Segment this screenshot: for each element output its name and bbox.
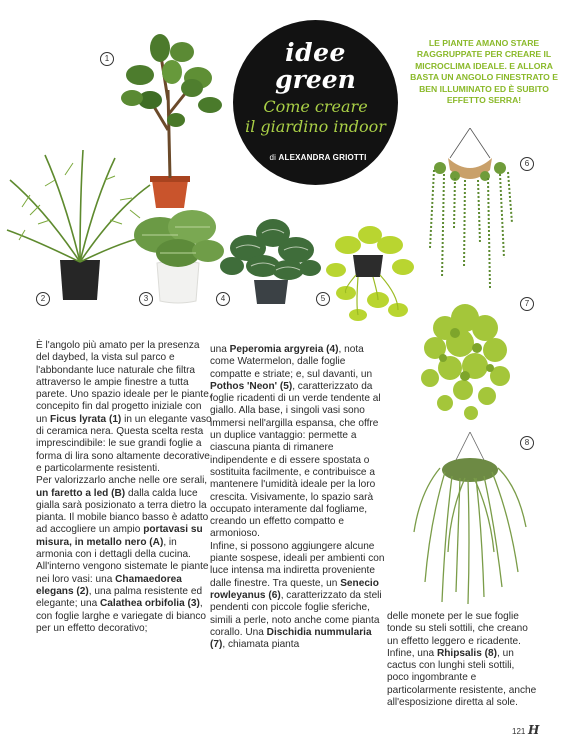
text-run: delle monete per le sue foglie tonde su steli sottili, che creano un effetto leggero e ricadente. Infine, una — [387, 611, 528, 659]
plant-name: Pothos 'Neon' (5) — [210, 380, 293, 392]
plant-name: Calathea orbifolia (3) — [99, 598, 200, 610]
magazine-logo: H — [528, 723, 540, 737]
title-line-2: green — [275, 65, 356, 94]
title-line-1: idee — [285, 38, 346, 67]
byline-prefix: di — [269, 153, 277, 162]
text-run: , una palma resistente ed elegante; una — [36, 585, 203, 610]
peperomia-argyreia-image — [218, 208, 323, 308]
byline — [248, 153, 388, 162]
text-run: , nota come Watermelon, dalle foglie compatte e striate; e, sul davanti, un — [210, 344, 373, 380]
calathea-orbifolia-image — [130, 205, 225, 305]
plant-name: Peperomia argyreia (4) — [229, 344, 339, 355]
senecio-rowleyanus-image — [420, 128, 520, 298]
text-run: , chiamata pianta — [222, 639, 300, 651]
byline-author: ALEXANDRA GRIOTTI — [278, 153, 367, 162]
badge-3: 3 — [139, 292, 153, 306]
badge-4: 4 — [216, 292, 230, 306]
plant-name: Dischidia nummularia (7) — [210, 626, 372, 651]
badge-1: 1 — [100, 52, 114, 66]
plant-name: Ficus lyrata (1) — [50, 413, 122, 425]
callout-text: LE PIANTE AMANO STARE RAGGRUPPATE PER CREARE IL MICROCLIMA IDEALE. E ALLORA BASTA UN ANGOLO FINESTRATO E BEN ILLUMINATO ED È SUBITO EFFETTO SERRA! — [410, 38, 558, 106]
text-run: Infine, si possono aggiungere alcune piante sospese, ideali per ambienti con luce intensa ma indiretta proveniente dalle finestre. Tra queste, un — [210, 540, 385, 589]
text-run: , caratterizzato da steli pendenti con piccole foglie sferiche, simili a perle, noto anche come pianta corallo. Una — [210, 589, 382, 638]
badge-7: 7 — [520, 297, 534, 311]
article-column-1 — [36, 340, 214, 635]
paragraph — [210, 541, 385, 652]
rhipsalis-image — [410, 432, 530, 607]
dischidia-nummularia-image — [405, 298, 530, 428]
fixture-name: un faretto a led (B) — [36, 487, 126, 499]
fixture-name: portavasi su misura, in metallo nero (A) — [36, 524, 203, 548]
title-line-4: il giardino indoor — [245, 117, 386, 136]
paragraph — [36, 340, 214, 475]
badge-2: 2 — [36, 292, 50, 306]
page-number: 121 — [512, 727, 526, 736]
title-line-3: Come creare — [263, 97, 368, 116]
badge-5: 5 — [316, 292, 330, 306]
text-run: , un cactus con lunghi steli sottili, poco ingombrante e particolarmente resistente, anche all'esposizione diretta al sole. — [387, 647, 537, 709]
paragraph — [36, 475, 214, 635]
paragraph — [210, 344, 385, 541]
text-run: , in armonia con i dettagli della cucina. All'interno vengono sistemate le piante nei loro vasi: una — [36, 536, 209, 585]
text-run: , caratterizzato da foglie ricadenti di un verde tendente al giallo. Alla base, i singoli vasi sono immersi nell'argilla espansa, che offre un duplice vantaggio: permette a ciascuna pianta di rimanere indipendente e di essere spostata o sostituita facilmente, e contribuisce a mantenere l'umidità ideale per la loro crescita. Visivamente, lo spazio sarà occupato interamente dal fogliame, creando un effetto compatto e armonioso. — [210, 380, 381, 540]
article-column-3 — [387, 611, 537, 709]
text-run: in un elegante vaso di ceramica nera. Questa scelta resta imprescindibile: le sue grandi foglie a forma di lira sono altamente decorative e particolarmente resistenti. — [36, 413, 212, 474]
paragraph — [387, 611, 537, 709]
plant-name: Rhipsalis (8) — [436, 647, 497, 659]
text-run: Per valorizzarlo anche nelle ore serali, — [36, 475, 208, 487]
badge-8: 8 — [520, 436, 534, 450]
badge-6: 6 — [520, 157, 534, 171]
plant-name: Senecio rowleyanus (6) — [210, 577, 379, 601]
plant-name: Chamaedorea elegans (2) — [36, 573, 182, 597]
article-column-2 — [210, 344, 385, 651]
text-run: dalla calda luce gialla sarà posizionato a terra dietro la pianta. Il mobile bianco basso è adatto ad accogliere un ampio — [36, 487, 209, 536]
text-run: , con foglie larghe e variegate di bianco per un effetto decorativo; — [36, 598, 207, 634]
pothos-neon-image — [318, 215, 418, 325]
text-run: È l'angolo più amato per la presenza del daybed, la vista sul parco e l'abbondante luce naturale che filtra attraverso le ampie finestre a tutta parete. Uno spazio ideale per le piante, concepito fin dal progetto iniziale con un — [36, 340, 212, 425]
text-run: una — [210, 344, 230, 355]
